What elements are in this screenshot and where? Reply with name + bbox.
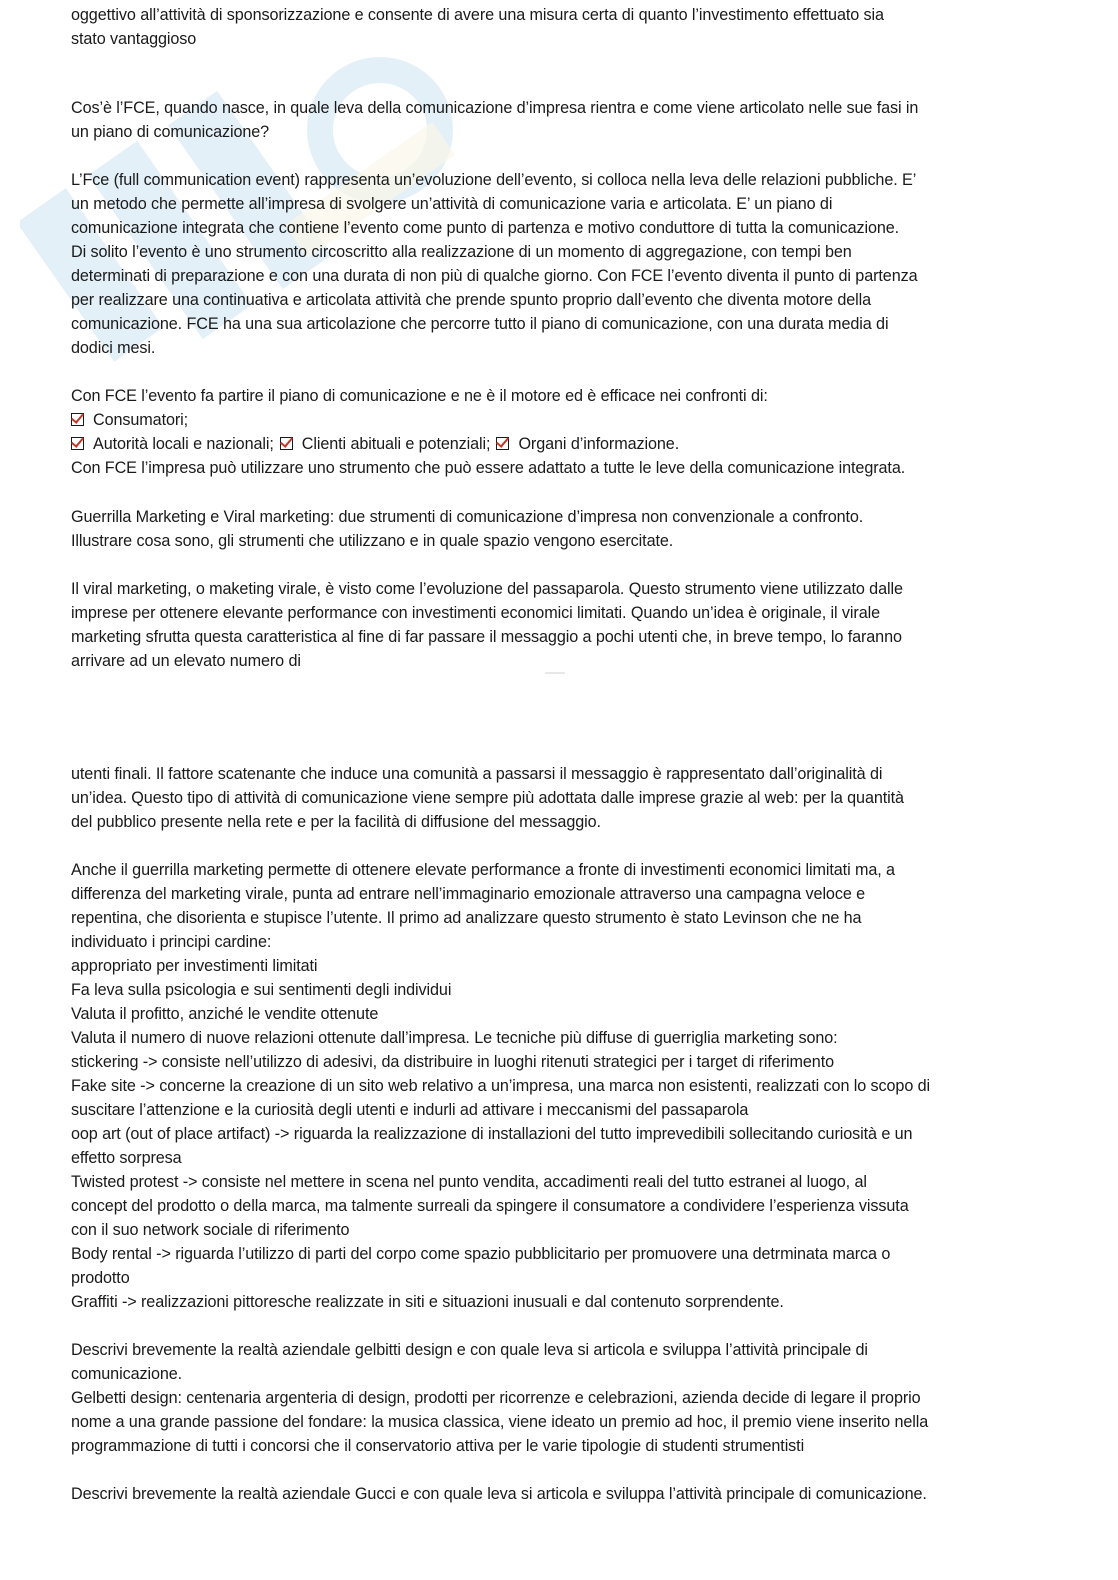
text-line: suscitare l’attenzione e la curiosità degli utenti e indurli ad attivare i meccanismi del passaparola (71, 1101, 749, 1119)
checklist-label: Consumatori; (93, 411, 189, 429)
text-line: Descrivi brevemente la realtà aziendale Gucci e con quale leva si articola e sviluppa l’attività principale di comunicazione. (71, 1485, 927, 1503)
text-line: Descrivi brevemente la realtà aziendale gelbitti design e con quale leva si articola e sviluppa l’attività principale di (71, 1341, 868, 1359)
text-line: effetto sorpresa (71, 1149, 182, 1167)
text-line: un piano di comunicazione? (71, 123, 270, 141)
text-line: programmazione di tutti i concorsi che il conservatorio attiva per le varie tipologie di studenti strumentisti (71, 1437, 805, 1455)
checklist-label: Organi d’informazione. (518, 435, 680, 453)
text-line: individuato i principi cardine: (71, 933, 272, 951)
text-line: Gelbetti design: centenaria argenteria di design, prodotti per ricorrenze e celebrazioni, azienda decide di legare il proprio (71, 1389, 921, 1407)
text-line: Guerrilla Marketing e Viral marketing: due strumenti di comunicazione d’impresa non convenzionale a confronto. (71, 508, 864, 526)
question-fce (71, 96, 918, 144)
question-gucci (71, 1482, 927, 1506)
checkbox-checked-icon (71, 413, 84, 426)
fce-targets-block (71, 384, 905, 480)
text-line: Con FCE l’evento fa partire il piano di comunicazione e ne è il motore ed è efficace nei confronti di: (71, 387, 768, 405)
text-line: del pubblico presente nella rete e per la facilità di diffusione del messaggio. (71, 813, 601, 831)
question-guerrilla-viral (71, 505, 863, 553)
text-line: nome a una grande passione del fondare: la musica classica, viene ideato un premio ad hoc, il premio viene inserito nella (71, 1413, 929, 1431)
text-line: prodotto (71, 1269, 130, 1287)
text-line: differenza del marketing virale, punta ad entrare nell’immaginario emozionale attraverso una campagna veloce e (71, 885, 866, 903)
checkbox-checked-icon (280, 437, 293, 450)
text-line: per realizzare una continuativa e articolata attività che prende spunto proprio dall’evento che diventa motore della (71, 291, 872, 309)
text-line: Graffiti -> realizzazioni pittoresche realizzate in siti e situazioni inusuali e dal contenuto sorprendente. (71, 1293, 784, 1311)
text-line: appropriato per investimenti limitati (71, 957, 318, 975)
checkbox-checked-icon (496, 437, 509, 450)
checklist-label: Autorità locali e nazionali; (93, 435, 274, 453)
page-break-mark (545, 672, 565, 674)
text-line: imprese per ottenere elevante performance con investimenti economici limitati. Quando un’idea è originale, il virale (71, 604, 880, 622)
answer-fce (71, 168, 918, 360)
text-line: comunicazione integrata che contiene l’evento come punto di partenza e motivo conduttore di tutta la comunicazione. (71, 219, 900, 237)
text-line: Twisted protest -> consiste nel mettere in scena nel punto vendita, accadimenti reali del tutto estranei al luogo, al (71, 1173, 867, 1191)
checklist-item (71, 408, 905, 432)
question-gelbetti (71, 1338, 928, 1458)
checklist-item (71, 432, 905, 456)
text-line: con il suo network sociale di riferimento (71, 1221, 350, 1239)
text-line: un’idea. Questo tipo di attività di comunicazione viene sempre più adottata dalle imprese grazie al web: per la quantità (71, 789, 904, 807)
text-line: marketing sfrutta questa caratteristica al fine di far passare il messaggio a pochi utenti che, in breve tempo, lo faranno (71, 628, 902, 646)
text-line: Fa leva sulla psicologia e sui sentimenti degli individui (71, 981, 452, 999)
text-line: stickering -> consiste nell’utilizzo di adesivi, da distribuire in luoghi ritenuti strategici per i target di riferimento (71, 1053, 835, 1071)
text-line: determinati di preparazione e con una durata di non più di qualche giorno. Con FCE l’evento diventa il punto di partenza (71, 267, 918, 285)
text-line: arrivare ad un elevato numero di (71, 652, 301, 670)
text-line: comunicazione. (71, 1365, 183, 1383)
text-line: Valuta il numero di nuove relazioni ottenute dall’impresa. Le tecniche più diffuse di guerriglia marketing sono: (71, 1029, 838, 1047)
text-line: L’Fce (full communication event) rappresenta un’evoluzione dell’evento, si colloca nella leva delle relazioni pubbliche. E’ (71, 171, 917, 189)
text-line: utenti finali. Il fattore scatenante che induce una comunità a passarsi il messaggio è rappresentato dall’originalità di (71, 765, 883, 783)
section-sponsorship-end (71, 3, 884, 51)
checklist-label: Clienti abituali e potenziali; (301, 435, 491, 453)
answer-viral-continued (71, 762, 904, 834)
text-line: un metodo che permette all’impresa di svolgere un’attività di comunicazione varia e articolata. E’ un piano di (71, 195, 833, 213)
text-line: repentina, che disorienta e stupisce l’utente. Il primo ad analizzare questo strumento è stato Levinson che ne ha (71, 909, 862, 927)
text-line: Body rental -> riguarda l’utilizzo di parti del corpo come spazio pubblicitario per promuovere una detrminata marca o (71, 1245, 891, 1263)
answer-guerrilla (71, 858, 930, 1314)
text-line: concept del prodotto o della marca, ma talmente surreali da spingere il consumatore a condividere l’esperienza vissuta (71, 1197, 909, 1215)
text-line: Fake site -> concerne la creazione di un sito web relativo a un’impresa, una marca non esistenti, realizzati con lo scopo di (71, 1077, 931, 1095)
text-line: comunicazione. FCE ha una sua articolazione che percorre tutto il piano di comunicazione, con una durata media di (71, 315, 889, 333)
checkbox-checked-icon (71, 437, 84, 450)
text-line: Il viral marketing, o maketing virale, è visto come l’evoluzione del passaparola. Questo strumento viene utilizzato dalle (71, 580, 903, 598)
text-line: Valuta il profitto, anziché le vendite ottenute (71, 1005, 379, 1023)
text-line: stato vantaggioso (71, 30, 197, 48)
text-line: dodici mesi. (71, 339, 156, 357)
answer-viral (71, 577, 903, 673)
text-line: Anche il guerrilla marketing permette di ottenere elevate performance a fronte di investimenti economici limitati ma, a (71, 861, 895, 879)
text-line: oop art (out of place artifact) -> riguarda la realizzazione di installazioni del tutto imprevedibili sollecitando curiosità e un (71, 1125, 913, 1143)
text-line: Di solito l’evento è uno strumento circoscritto alla realizzazione di un momento di aggregazione, con tempi ben (71, 243, 852, 261)
text-line: Con FCE l’impresa può utilizzare uno strumento che può essere adattato a tutte le leve della comunicazione integrata. (71, 459, 906, 477)
text-line: Cos’è l’FCE, quando nasce, in quale leva della comunicazione d’impresa rientra e come viene articolato nelle sue fasi in (71, 99, 919, 117)
text-line: oggettivo all’attività di sponsorizzazione e consente di avere una misura certa di quanto l’investimento effettuato sia (71, 6, 884, 24)
text-line: Illustrare cosa sono, gli strumenti che utilizzano e in quale spazio vengono esercitate. (71, 532, 674, 550)
